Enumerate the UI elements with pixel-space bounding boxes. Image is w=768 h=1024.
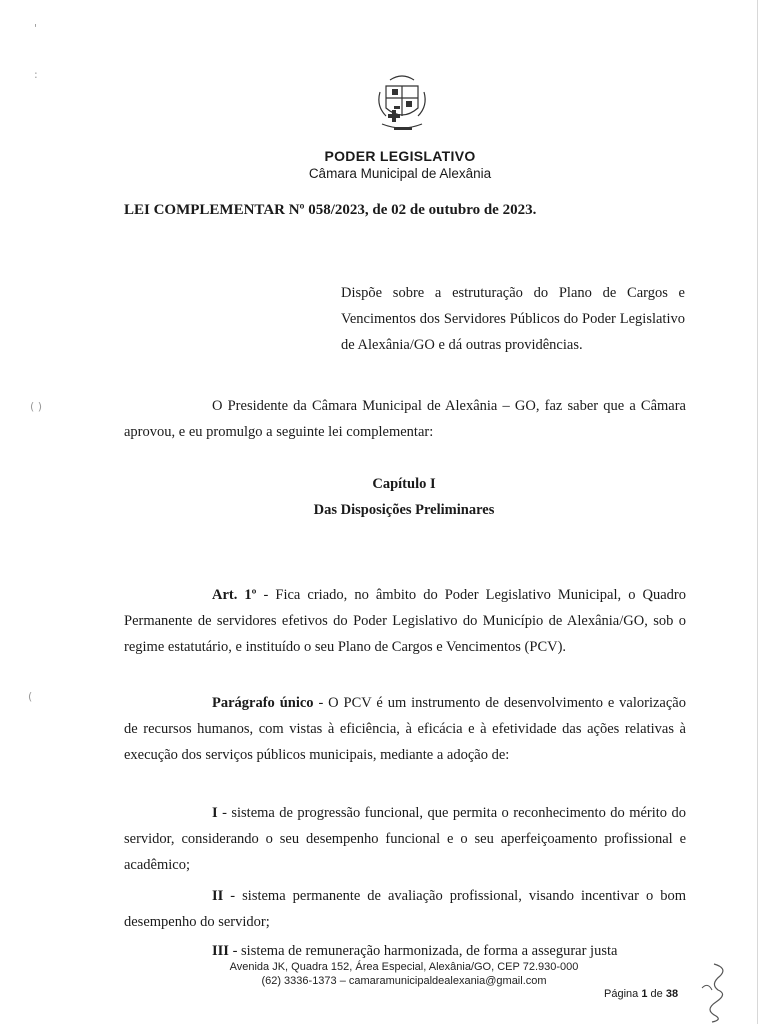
scan-mark: ( xyxy=(28,690,33,703)
item-text: - sistema de progressão funcional, que permita o reconhecimento do mérito do servidor, considerando o seu desempenho funcional e o seu aperfeiçoamento profissional e acadêmico; xyxy=(124,805,686,873)
list-item xyxy=(124,800,686,878)
page-current: 1 xyxy=(641,988,648,1000)
item-text: - sistema permanente de avaliação profissional, visando incentivar o bom desempenho do servidor; xyxy=(124,888,686,930)
item-text: - sistema de remuneração harmonizada, de forma a assegurar justa xyxy=(228,943,618,959)
page-total: 38 xyxy=(665,988,679,1000)
article-label: Art. 1º xyxy=(212,587,257,603)
signature-mark xyxy=(694,960,734,1024)
item-label: I xyxy=(212,805,218,821)
paragraph-text: - O PCV é um instrumento de desenvolvimento e valorização de recursos humanos, com vistas à eficiência, à eficácia e à efetividade das ações relativas à execução dos serviços públicos municipais, mediante a adoção de: xyxy=(124,695,686,763)
scan-mark: ( ) xyxy=(30,400,43,413)
item-label: III xyxy=(212,943,229,959)
item-label: II xyxy=(212,888,224,904)
header-title: PODER LEGISLATIVO xyxy=(324,148,476,164)
article-1 xyxy=(124,582,686,660)
preamble: O Presidente da Câmara Municipal de Alexânia – GO, faz saber que a Câmara aprovou, e eu promulgo a seguinte lei complementar: xyxy=(124,398,686,440)
page-separator: de xyxy=(650,988,663,1000)
footer-contact: (62) 3336-1373 – camaramunicipaldealexania@gmail.com xyxy=(261,975,547,987)
scan-mark: : xyxy=(34,68,38,81)
law-title: LEI COMPLEMENTAR Nº 058/2023, de 02 de outubro de 2023. xyxy=(124,202,537,218)
page-prefix: Página xyxy=(604,988,639,1000)
article-text: - Fica criado, no âmbito do Poder Legislativo Municipal, o Quadro Permanente de servidores efetivos do Poder Legislativo do Município de Alexânia/GO, sob o regime estatutário, e instituído o seu Plano de Cargos e Vencimentos (PCV). xyxy=(124,587,686,655)
scan-mark: ' xyxy=(34,22,38,35)
list-item xyxy=(124,883,686,935)
chapter-number: Capítulo I xyxy=(372,476,436,492)
header-subtitle: Câmara Municipal de Alexânia xyxy=(308,166,492,181)
chapter-title: Das Disposições Preliminares xyxy=(313,502,495,518)
page-number xyxy=(604,988,678,1000)
sole-paragraph xyxy=(124,690,686,768)
footer-address: Avenida JK, Quadra 152, Área Especial, Alexânia/GO, CEP 72.930-000 xyxy=(229,961,579,973)
law-summary: Dispõe sobre a estruturação do Plano de Cargos e Vencimentos dos Servidores Públicos do Poder Legislativo de Alexânia/GO e dá outras providências. xyxy=(341,285,685,353)
paragraph-label: Parágrafo único xyxy=(212,695,314,711)
coat-of-arms-icon xyxy=(372,72,432,138)
